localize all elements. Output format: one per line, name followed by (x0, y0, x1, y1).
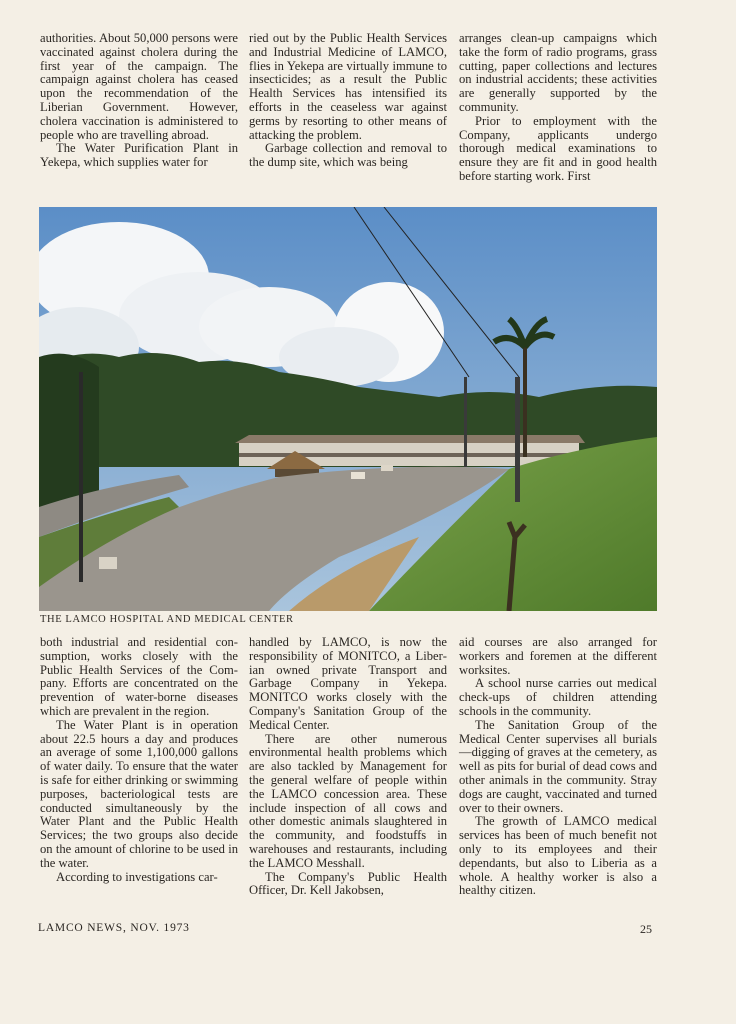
paragraph: The Company's Public Health Officer, Dr. Kell Jakobsen, (249, 869, 447, 898)
top-column-2 (249, 32, 447, 170)
paragraph: According to investigations car- (56, 869, 218, 884)
bottom-column-1 (40, 636, 238, 884)
paragraph: Prior to employment with the Company, applicants undergo thorough medical examinations to ensure they are fit and in good health before starting work. First (459, 113, 657, 183)
paragraph: The Sanitation Group of the Medical Center supervises all burials—digging of graves at the cemetery, as well as pits for burial of dead cows and other animals in the community. Stray dogs are caught, vaccinated and turned over to their owners. (459, 717, 657, 815)
paragraph: The Water Purification Plant in Yekepa, which supplies water for (40, 141, 238, 170)
paragraph: authorities. About 50,000 persons were vaccinated against cholera during the first year of the campaign. The campaign against cholera has ceased upon the recommendation of the Liberian Government. However, cholera vaccination is administered to people who are travelling abroad. (40, 31, 238, 142)
bottom-column-3 (459, 636, 657, 898)
paragraph: handled by LAMCO, is now the responsibility of MONITCO, a Liberian owned private Transport and Garbage Company in Yekepa. MONITCO works closely with the Company's Sanitation Group of the Medical Center. (249, 635, 447, 732)
paragraph: ried out by the Public Health Services and Industrial Medicine of LAMCO, flies in Yekepa are virtually immune to insecticides; as a result the Public Health Services has intensified its efforts in the ceaseless war against germs by resorting to other means of attacking the problem. (249, 31, 447, 142)
top-column-1 (40, 32, 238, 170)
top-column-3 (459, 32, 657, 184)
paragraph: A school nurse carries out medical check-ups of children attending schools in the community. (459, 676, 657, 718)
paragraph: both industrial and residential consumption, works closely with the Public Health Services of the Company. Efforts are concentrated on the prevention of water-borne diseases which are prevalent in the region. (40, 635, 238, 718)
paragraph: aid courses are also arranged for workers and foremen at the different worksites. (459, 635, 657, 677)
bottom-column-2 (249, 636, 447, 898)
paragraph: Garbage collection and removal to the dump site, which was being (249, 141, 447, 170)
hospital-photo (39, 207, 657, 611)
paragraph: arranges clean-up campaigns which take the form of radio programs, grass cutting, paper collections and lectures on industrial accidents; these activities are generally supported by the community. (459, 31, 657, 114)
page-number: 25 (640, 922, 652, 936)
paragraph: There are other numerous environmental health problems which are also tackled by Management for the general welfare of people within the LAMCO concession area. These include inspection of all cows and other domestic animals slaughtered in the community, and foodstuffs in warehouses and restaurants, including the LAMCO Messhall. (249, 731, 447, 870)
photo-caption: THE LAMCO HOSPITAL AND MEDICAL CENTER (40, 614, 294, 625)
publication-footer: LAMCO NEWS, NOV. 1973 (38, 922, 190, 934)
paragraph: The Water Plant is in operation about 22.5 hours a day and produces an average of some 1,100,000 gallons of water daily. To ensure that the water is safe for either drinking or swimming purposes, bacteriological tests are conducted simultaneously by the Water Plant and the Public Health Services; the two groups also decide on the amount of chlorine to be used in the water. (40, 717, 238, 870)
paragraph: The growth of LAMCO medical services has been of much benefit not only to its employees and their dependants, but also to Liberia as a whole. A healthy worker is also a healthy citizen. (459, 814, 657, 898)
